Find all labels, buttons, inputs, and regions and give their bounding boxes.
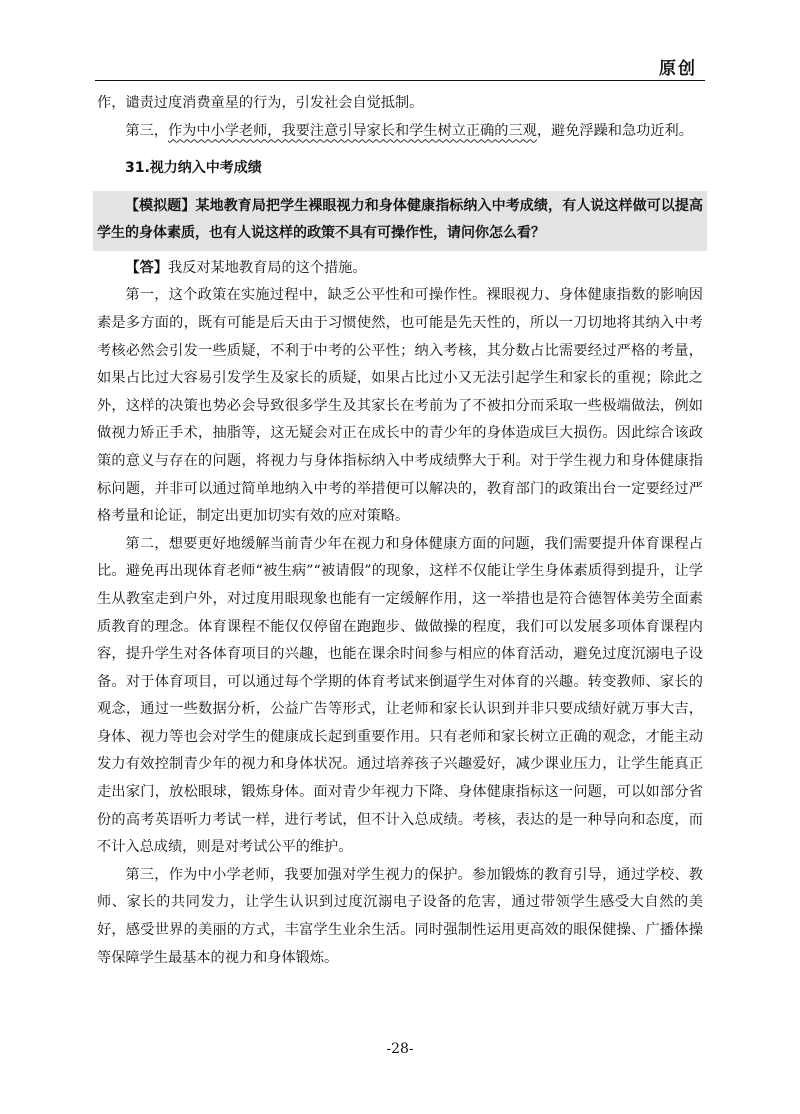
answer-paragraph: 第三，作为中小学老师，我要加强对学生视力的保护。参加锻炼的教育引导，通过学校、教师、家长的共同发力，让学生认识到过度沉溺电子设备的危害，通过带领学生感受大自然的美好，感受世界的美丽的方式，丰富学生业余生活。同时强制性运用更高效的眼保健操、广播体操等保障学生最基本的视力和身体锻炼。 xyxy=(97,866,703,966)
page-content xyxy=(97,90,703,972)
question-box xyxy=(93,191,707,251)
wavy-underlined-text: 作为中小学老师，我要注意引导家长和学生树立正确的三观 xyxy=(167,122,537,139)
third-point-suffix: ，避免浮躁和急功近利。 xyxy=(536,122,693,139)
answer-label: 【答】 xyxy=(125,259,168,276)
page-number: -28- xyxy=(386,1041,414,1057)
answer-paragraph: 第二，想要更好地缓解当前青少年在视力和身体健康方面的问题，我们需要提升体育课程占比。避免再出现体育老师“被生病”“被请假”的现象，这样不仅能让学生身体素质得到提升，让学生从教室走到户外，对过度用眼现象也能有一定缓解作用，这一举措也是符合德智体美劳全面素质教育的理念。体育课程不能仅仅停留在跑跑步、做做操的程度，我们可以发展多项体育课程内容，提升学生对各体育项目的兴趣，也能在课余时间参与相应的体育活动，避免过度沉溺电子设备。对于体育项目，可以通过每个学期的体育考试来倒逼学生对体育的兴趣。转变教师、家长的观念，通过一些数据分析，公益广告等形式，让老师和家长认识到并非只要成绩好就万事大吉，身体、视力等也会对学生的健康成长起到重要作用。只有老师和家长树立正确的观念，才能主动发力有效控制青少年的视力和身体状况。通过培养孩子兴趣爱好，减少课业压力，让学生能真正走出家门，放松眼球，锻炼身体。面对青少年视力下降、身体健康指标这一问题，可以如部分省份的高考英语听力考试一样，进行考试，但不计入总成绩。考核，表达的是一种导向和态度，而不计入总成绩，则是对考试公平的维护。 xyxy=(97,535,703,856)
answer-intro xyxy=(97,255,703,283)
answer-intro-text: 我反对某地教育局的这个措施。 xyxy=(167,259,367,276)
third-point-prefix: 第三， xyxy=(125,122,168,139)
question-label: 【模拟题】 xyxy=(125,197,196,214)
continuation-text: 作，谴责过度消费童星的行为，引发社会自觉抵制。 xyxy=(97,95,424,111)
previous-third-point xyxy=(97,118,703,146)
original-mark: 原创 xyxy=(659,59,697,79)
header-rule xyxy=(95,80,705,81)
question-body: 某地教育局把学生裸眼视力和身体健康指标纳入中考成绩，有人说这样做可以提高学生的身体素质，也有人说这样的政策不具有可操作性，请问你怎么看？ xyxy=(97,197,703,241)
section-title: 31.视力纳入中考成绩 xyxy=(125,160,262,177)
question-text xyxy=(97,193,703,247)
answer-paragraph: 第一，这个政策在实施过程中，缺乏公平性和可操作性。裸眼视力、身体健康指数的影响因素是多方面的，既有可能是后天由于习惯使然，也可能是先天性的，所以一刀切地将其纳入中考考核必然会引发一些质疑，不利于中考的公平性；纳入考核，其分数占比需要经过严格的考量，如果占比过大容易引发学生及家长的质疑，如果占比过小又无法引起学生和家长的重视；除此之外，这样的决策也势必会导致很多学生及其家长在考前为了不被扣分而采取一些极端做法，例如做视力矫正手术，抽脂等，这无疑会对正在成长中的青少年的身体造成巨大损伤。因此综合该政策的意义与存在的问题，将视力与身体指标纳入中考成绩弊大于利。对于学生视力和身体健康指标问题，并非可以通过简单地纳入中考的举措便可以解决的，教育部门的政策出台一定要经过严格考量和论证，制定出更加切实有效的应对策略。 xyxy=(97,287,703,525)
